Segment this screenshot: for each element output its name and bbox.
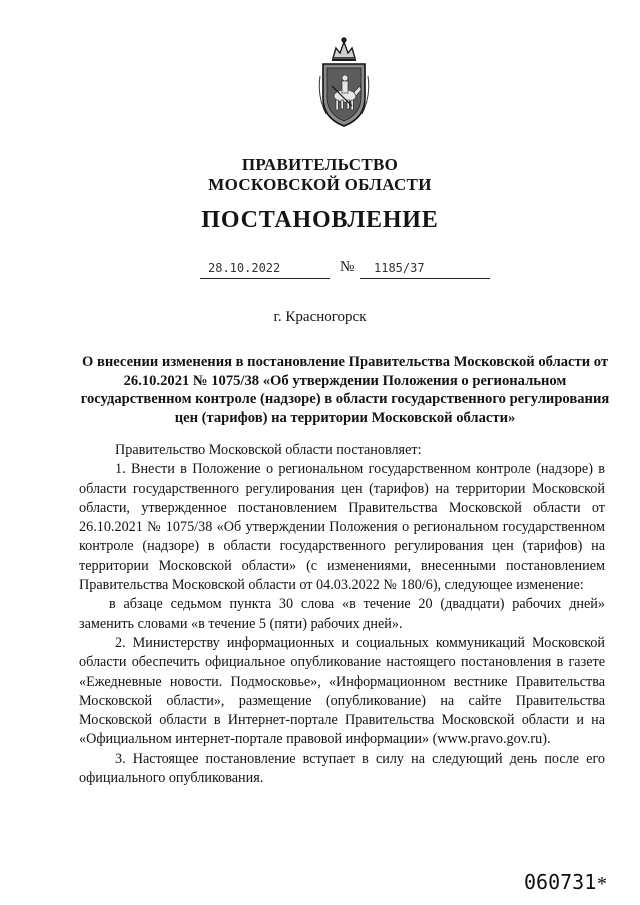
serial-mark: * xyxy=(597,873,607,895)
government-name-line1: ПРАВИТЕЛЬСТВО xyxy=(241,155,399,174)
date-underline xyxy=(200,278,330,279)
paragraph-1: 1. Внести в Положение о региональном государственном контроле (надзоре) в области государственного регулирования цен (тарифов) на территории Московской области, утвержденное постановлением Правительства Московской области от 26.10.2021 № 1075/38 «Об утверждении Положения о региональном государственном контроле (надзоре) в области государственного регулирования цен (тарифов) на территории Московской области» (с изменениями, внесенными постановлением Правительства Московской области от 04.03.2022 № 180/6), следующее изменение: xyxy=(79,461,605,594)
number-underline xyxy=(360,278,490,279)
paragraph-2: 2. Министерству информационных и социальных коммуникаций Московской области обеспечить официальное опубликование настоящего постановления в газете «Ежедневные новости. Подмосковье», «Информационном вестнике Правительства Московской области», размещение (опубликование) на сайте Правительства Московской области в Интернет-портале Правительства Московской области и на «Официальном интернет-портале правовой информации» (www.pravo.gov.ru). xyxy=(79,634,605,748)
decree-body xyxy=(79,441,605,788)
coat-of-arms-icon xyxy=(316,36,372,130)
document-type-heading: ПОСТАНОВЛЕНИЕ xyxy=(201,207,439,233)
city-name: г. Красногорск xyxy=(273,309,367,325)
paragraph-3: 3. Настоящее постановление вступает в силу на следующий день после его официального опубликования. xyxy=(79,750,605,787)
serial-number: 060731 xyxy=(524,870,597,894)
preamble-paragraph: Правительство Московской области постановляет: xyxy=(115,442,422,458)
decree-date: 28.10.2022 xyxy=(208,261,281,275)
paragraph-1-subitem: в абзаце седьмом пункта 30 слова «в течение 20 (двадцати) рабочих дней» заменить словами «в течение 5 (пяти) рабочих дней». xyxy=(79,596,605,632)
government-name-line2: МОСКОВСКОЙ ОБЛАСТИ xyxy=(208,175,432,194)
decree-number: 1185/37 xyxy=(374,261,425,275)
number-sign: № xyxy=(340,259,355,275)
decree-title: О внесении изменения в постановление Правительства Московской области от 26.10.2021 № 1075/38 «Об утверждении Положения о региональном государственном контроле (надзоре) в области государственного регулирования цен (тарифов) на территории Московской области» xyxy=(80,354,610,426)
